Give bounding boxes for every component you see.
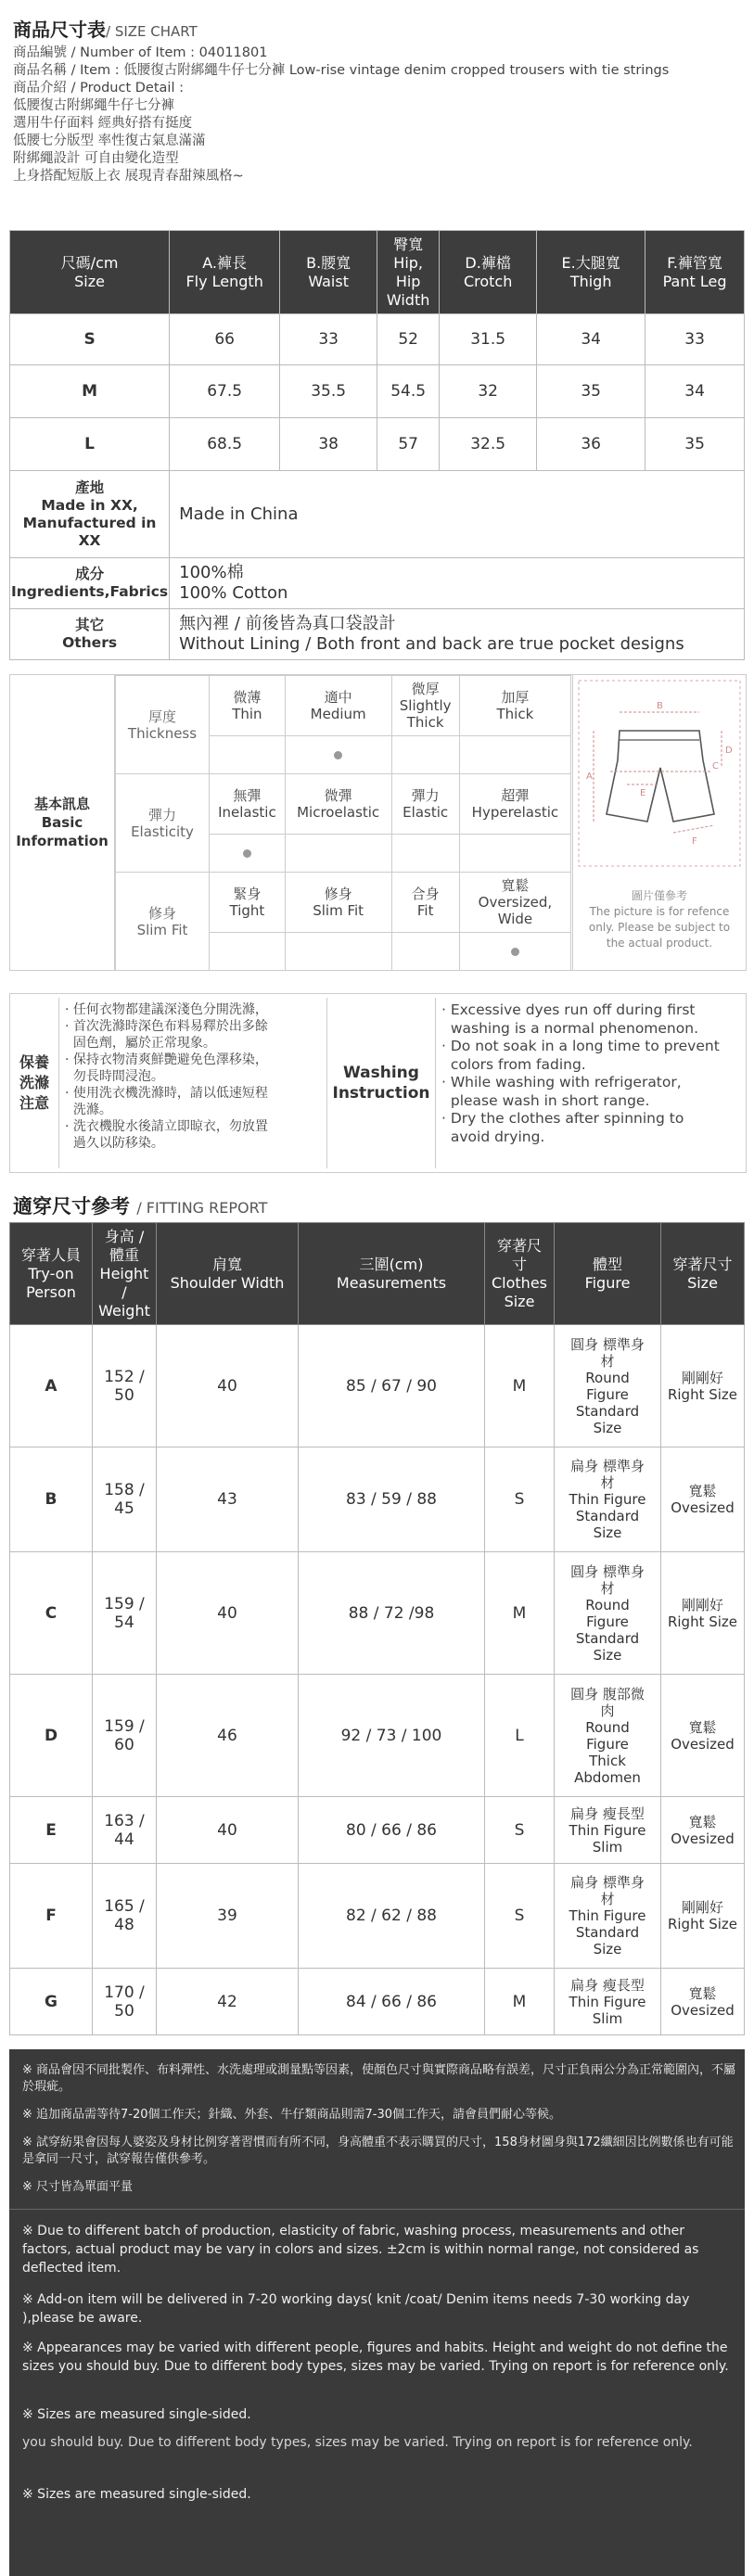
fit-result: 寬鬆 Ovesized: [661, 1675, 745, 1797]
origin-row: [10, 471, 745, 558]
size-cell: 68.5: [170, 418, 280, 471]
height-weight: 158 / 45: [93, 1447, 157, 1552]
clothes-size: S: [485, 1864, 555, 1969]
size-header: 尺碼/cm Size: [10, 231, 170, 314]
shoulder-width: 40: [157, 1797, 299, 1864]
figure-type: 扁身 標準身 材 Thin Figure Standard Size: [555, 1864, 661, 1969]
size-header-row: [10, 231, 745, 314]
fitting-header: 穿著尺寸 Size: [661, 1223, 745, 1325]
washing-zh: [58, 998, 327, 1168]
person-id: C: [10, 1552, 93, 1675]
washing-en-line: colors from fading.: [441, 1055, 586, 1073]
fit-label: 修身 Slim Fit: [116, 873, 210, 971]
washing-zh-line: · 首次洗滌時深色布料易釋於出多餘: [65, 1019, 268, 1034]
person-id: F: [10, 1864, 93, 1969]
size-row: [10, 418, 745, 471]
intro-line: 選用牛仔面料 經典好搭有挺度: [13, 116, 193, 131]
fitting-header: 穿著尺 寸 Clothes Size: [485, 1223, 555, 1325]
diagram-letter: E: [640, 788, 646, 798]
fitting-report-title: [13, 1192, 267, 1219]
intro-line: 低腰七分版型 率性復古氣息滿滿: [13, 134, 206, 148]
washing-zh-line: 過久以防移染。: [65, 1136, 164, 1151]
selected-dot-icon: [243, 849, 251, 858]
fitting-header: 體型 Figure: [555, 1223, 661, 1325]
others-value: 無內裡 / 前後皆為真口袋設計 Without Lining / Both front and back are true pocket designs: [170, 609, 745, 660]
clothes-size: M: [485, 1969, 555, 2035]
size-header: A.褲長 Fly Length: [170, 231, 280, 314]
size-cell: 32.5: [440, 418, 537, 471]
notes-divider: [9, 2209, 745, 2210]
clothes-size: M: [485, 1552, 555, 1675]
fitting-header: 穿著人員 Try-on Person: [10, 1223, 93, 1325]
elasticity-option: 微彈 Microelastic: [285, 774, 391, 835]
size-cell: 66: [170, 314, 280, 365]
fit-option: 修身 Slim Fit: [285, 873, 391, 933]
fit-result: 寬鬆 Ovesized: [661, 1969, 745, 2035]
diagram-letter: D: [725, 746, 733, 756]
height-weight: 159 / 54: [93, 1552, 157, 1675]
marker-cell: [210, 835, 286, 873]
basic-info-panel: [9, 674, 747, 971]
size-header: E.大腿寬 Thigh: [537, 231, 645, 314]
marker-cell: [210, 736, 286, 774]
intro-line: 附綁繩設計 可自由變化造型: [13, 151, 179, 166]
washing-zh-line: 勿長時間浸泡。: [65, 1069, 164, 1084]
origin-value: Made in China: [170, 471, 745, 558]
person-id: A: [10, 1325, 93, 1447]
shoulder-width: 42: [157, 1969, 299, 2035]
height-weight: 159 / 60: [93, 1675, 157, 1797]
thickness-option: 微薄 Thin: [210, 676, 286, 736]
diagram-letter: B: [657, 701, 663, 711]
size-cell: 36: [537, 418, 645, 471]
washing-en-line: · Dry the clothes after spinning to: [441, 1110, 684, 1127]
elasticity-label: 彈力 Elasticity: [116, 774, 210, 873]
marker-cell: [210, 933, 286, 971]
washing-zh-line: · 使用洗衣機洗滌時，請以低速短程: [65, 1086, 268, 1101]
measurements: 80 / 66 / 86: [299, 1797, 485, 1864]
intro-line: 商品介紹 / Product Detail :: [13, 81, 184, 96]
washing-instruction-label: Washing Instruction: [332, 1064, 430, 1103]
note-en: ※ Sizes are measured single-sided.: [22, 2407, 251, 2422]
fitting-row: [10, 1675, 745, 1797]
ingredients-value: 100%棉 100% Cotton: [170, 558, 745, 609]
fit-option: 寬鬆 Oversized, Wide: [459, 873, 570, 933]
fitting-header: 三圍(cm) Measurements: [299, 1223, 485, 1325]
figure-type: 圓身 腹部微 肉 Round Figure Thick Abdomen: [555, 1675, 661, 1797]
diagram-letter: C: [712, 761, 719, 772]
title-zh: 商品尺寸表: [13, 19, 106, 41]
ingredients-label: 成分 Ingredients,Fabrics: [10, 558, 170, 609]
intro-line: 商品名稱 / Item : 低腰復古附綁繩牛仔七分褲 Low-rise vintage denim cropped trousers with tie strings: [13, 63, 670, 78]
person-id: G: [10, 1969, 93, 2035]
marker-cell: [459, 933, 570, 971]
clothes-size: M: [485, 1325, 555, 1447]
figure-type: 扁身 標準身 材 Thin Figure Standard Size: [555, 1447, 661, 1552]
fitting-row: [10, 1797, 745, 1864]
measurements: 84 / 66 / 86: [299, 1969, 485, 2035]
measurements: 85 / 67 / 90: [299, 1325, 485, 1447]
size-cell: 35: [645, 418, 745, 471]
selected-dot-icon: [334, 751, 342, 759]
height-weight: 165 / 48: [93, 1864, 157, 1969]
diagram-letter: A: [586, 772, 593, 782]
washing-en: [435, 998, 746, 1168]
fit-result: 剛剛好 Right Size: [661, 1325, 745, 1447]
marker-cell: [391, 933, 459, 971]
note-en: you should buy. Due to different body types, sizes may be varied. Trying on report is for reference only.: [22, 2435, 693, 2450]
basic-info-label: 基本訊息 Basic Information: [10, 675, 115, 970]
clothes-size: S: [485, 1447, 555, 1552]
size-cell: 33: [280, 314, 377, 365]
fitting-header-row: [10, 1223, 745, 1325]
fitting-table: [9, 1222, 745, 2035]
fitting-row: [10, 1864, 745, 1969]
selected-dot-icon: [511, 948, 519, 956]
intro-line: 上身搭配短版上衣 展現青春甜辣風格~: [13, 169, 244, 184]
note-en: ※ Appearances may be varied with different people, figures and habits. Height and weight do not define the sizes you should buy. Due to different body types, sizes may be varied. Trying on report is for reference only.: [22, 2340, 729, 2374]
elasticity-option: 彈力 Elastic: [391, 774, 459, 835]
fit-option: 緊身 Tight: [210, 873, 286, 933]
diagram-letter: F: [692, 836, 697, 847]
washing-zh-line: · 洗衣機脫水後請立即晾衣，勿放置: [65, 1119, 268, 1134]
clothes-size: S: [485, 1797, 555, 1864]
washing-en-line: · Excessive dyes run off during first: [441, 1001, 696, 1018]
washing-en-line: washing is a normal phenomenon.: [441, 1019, 698, 1037]
size-header: B.腰寬 Waist: [280, 231, 377, 314]
person-id: E: [10, 1797, 93, 1864]
fit-option: 合身 Fit: [391, 873, 459, 933]
notes-panel: [9, 2049, 745, 2576]
attribute-grid: [115, 675, 571, 970]
person-id: B: [10, 1447, 93, 1552]
ingredients-row: [10, 558, 745, 609]
washing-en-line: · While washing with refrigerator,: [441, 1074, 682, 1090]
fitting-header: 肩寬 Shoulder Width: [157, 1223, 299, 1325]
marker-cell: [285, 736, 391, 774]
thickness-label: 厚度 Thickness: [116, 676, 210, 774]
shoulder-width: 46: [157, 1675, 299, 1797]
note-zh: ※ 商品會因不同批製作、布料彈性、水洗處理或測量點等因素，使顏色尺寸與實際商品略有誤差，尺寸正負兩公分為正常範圍內，不屬於瑕疵。: [22, 2063, 736, 2094]
figure-type: 圓身 標準身 材 Round Figure Standard Size: [555, 1325, 661, 1447]
size-cell: 54.5: [377, 365, 440, 418]
elasticity-option: 超彈 Hyperelastic: [459, 774, 570, 835]
size-cell: 32: [440, 365, 537, 418]
others-label: 其它 Others: [10, 609, 170, 660]
washing-zh-line: 洗滌。: [65, 1103, 112, 1117]
thickness-option: 微厚 Slightly Thick: [391, 676, 459, 736]
measurements: 83 / 59 / 88: [299, 1447, 485, 1552]
size-cell: S: [10, 314, 170, 365]
shoulder-width: 40: [157, 1325, 299, 1447]
size-cell: 31.5: [440, 314, 537, 365]
thickness-row: [116, 676, 571, 736]
clothes-size: L: [485, 1675, 555, 1797]
fitting-row: [10, 1447, 745, 1552]
size-cell: 57: [377, 418, 440, 471]
fitting-title-zh: 適穿尺寸參考: [13, 1195, 130, 1218]
elasticity-row: [116, 774, 571, 835]
intro-line: 商品編號 / Number of Item : 04011801: [13, 45, 268, 60]
fit-result: 剛剛好 Right Size: [661, 1552, 745, 1675]
size-cell: 34: [537, 314, 645, 365]
size-header: F.褲管寬 Pant Leg: [645, 231, 745, 314]
marker-cell: [285, 835, 391, 873]
size-row: [10, 314, 745, 365]
washing-en-line: avoid drying.: [441, 1128, 545, 1145]
size-row: [10, 365, 745, 418]
size-header: 臀寬 Hip, Hip Width: [377, 231, 440, 314]
note-zh: ※ 尺寸皆為單面平量: [22, 2180, 134, 2194]
marker-cell: [459, 835, 570, 873]
page-title: [13, 15, 198, 42]
marker-cell: [391, 736, 459, 774]
washing-en-line: · Do not soak in a long time to prevent: [441, 1038, 720, 1054]
intro-line: 低腰復古附綁繩牛仔七分褲: [13, 98, 174, 113]
marker-cell: [285, 933, 391, 971]
marker-cell: [391, 835, 459, 873]
fitting-row: [10, 1325, 745, 1447]
size-cell: 33: [645, 314, 745, 365]
shoulder-width: 39: [157, 1864, 299, 1969]
size-cell: L: [10, 418, 170, 471]
measurements: 92 / 73 / 100: [299, 1675, 485, 1797]
person-id: D: [10, 1675, 93, 1797]
note-zh: ※ 試穿紡果會因每人婆姿及身材比例穿著習慣而有所不同，身高體重不表示購買的尺寸，158身材圖身與172纖細因比例數係也有可能是拿同一尺寸，試穿報告僅供參考。: [22, 2136, 734, 2166]
title-en: / SIZE CHART: [106, 23, 198, 40]
figure-type: 圓身 標準身 材 Round Figure Standard Size: [555, 1552, 661, 1675]
washing-zh-line: · 任何衣物都建議深淺色分開洗滌，: [65, 1002, 268, 1017]
note-en: ※ Due to different batch of production, elasticity of fabric, washing process, measurements and other factors, actual product may be vary in colors and sizes. ±2cm is within normal range, not considered as deflected item.: [22, 2224, 699, 2276]
fitting-title-en: / FITTING REPORT: [136, 1199, 268, 1217]
shorts-sketch-icon: [573, 675, 746, 884]
shoulder-width: 43: [157, 1447, 299, 1552]
measurements: 82 / 62 / 88: [299, 1864, 485, 1969]
note-en: ※ Add-on item will be delivered in 7-20 working days( knit /coat/ Denim items needs 7-30 working day ),please be aware.: [22, 2292, 690, 2326]
figure-type: 扁身 瘦長型 Thin Figure Slim: [555, 1797, 661, 1864]
fit-result: 寬鬆 Ovesized: [661, 1797, 745, 1864]
height-weight: 152 / 50: [93, 1325, 157, 1447]
size-cell: M: [10, 365, 170, 418]
size-cell: 67.5: [170, 365, 280, 418]
fit-row: [116, 873, 571, 933]
fitting-row: [10, 1969, 745, 2035]
size-cell: 52: [377, 314, 440, 365]
elasticity-option: 無彈 Inelastic: [210, 774, 286, 835]
fit-result: 剛剛好 Right Size: [661, 1864, 745, 1969]
note-zh: ※ 追加商品需等待7-20個工作天；針織、外套、牛仔類商品則需7-30個工作天，請會員們耐心等候。: [22, 2108, 562, 2122]
note-en: ※ Sizes are measured single-sided.: [22, 2487, 251, 2502]
height-weight: 163 / 44: [93, 1797, 157, 1864]
washing-panel: [9, 993, 747, 1173]
size-header: D.褲檔 Crotch: [440, 231, 537, 314]
size-cell: 34: [645, 365, 745, 418]
height-weight: 170 / 50: [93, 1969, 157, 2035]
product-intro: [13, 45, 741, 185]
fitting-row: [10, 1552, 745, 1675]
washing-zh-line: 固色劑，屬於正常現象。: [65, 1036, 216, 1051]
fit-result: 寬鬆 Ovesized: [661, 1447, 745, 1552]
washing-en-line: please wash in short range.: [441, 1091, 650, 1109]
origin-label: 產地 Made in XX, Manufactured in XX: [10, 471, 170, 558]
size-cell: 35.5: [280, 365, 377, 418]
measurements: 88 / 72 /98: [299, 1552, 485, 1675]
figure-type: 扁身 瘦長型 Thin Figure Slim: [555, 1969, 661, 2035]
size-table: [9, 230, 745, 660]
thickness-option: 適中 Medium: [285, 676, 391, 736]
diagram-caption: 圖片僅參考 The picture is for refence only. Please be subject to the actual product.: [588, 889, 731, 950]
others-row: [10, 609, 745, 660]
size-cell: 35: [537, 365, 645, 418]
washing-zh-line: · 保持衣物清爽鮮艷避免色澤移染，: [65, 1052, 268, 1067]
garment-diagram: [572, 675, 746, 970]
fitting-header: 身高 / 體重 Height / Weight: [93, 1223, 157, 1325]
size-cell: 38: [280, 418, 377, 471]
marker-cell: [459, 736, 570, 774]
shoulder-width: 40: [157, 1552, 299, 1675]
washing-label: 保養 洗滌 注意: [19, 1053, 49, 1112]
thickness-option: 加厚 Thick: [459, 676, 570, 736]
